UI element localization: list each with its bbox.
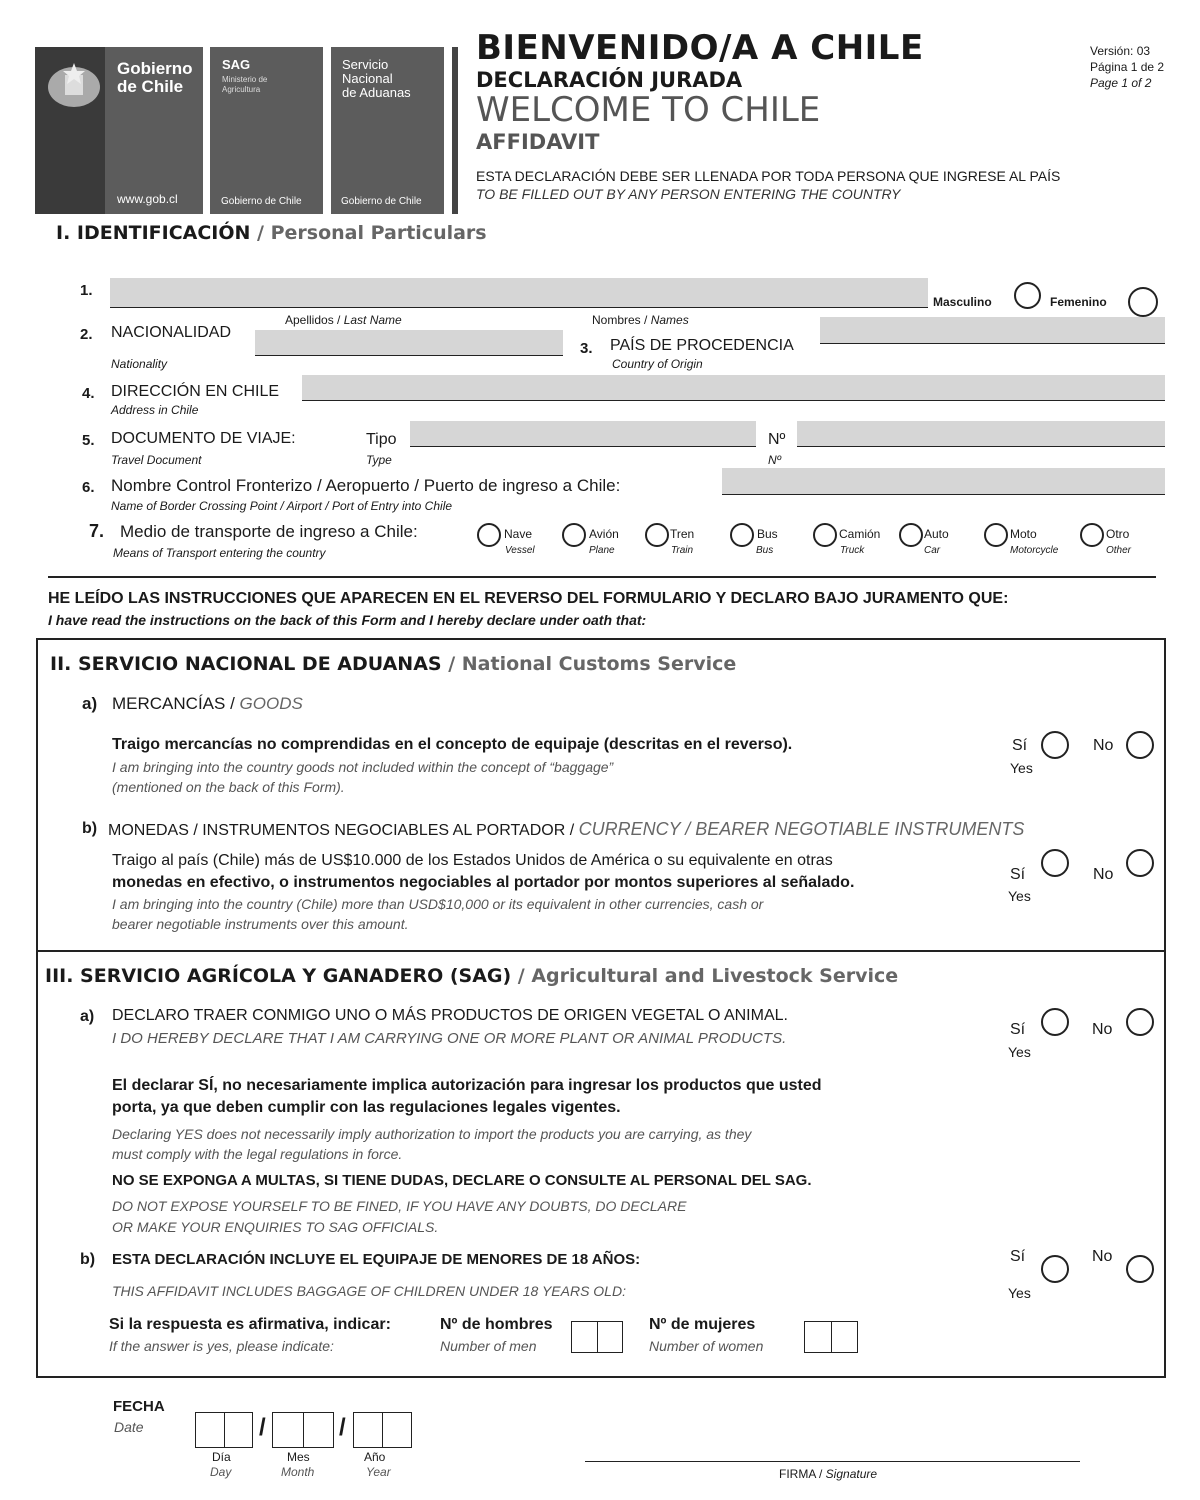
section1-title-en: / Personal Particulars [250,222,487,244]
s3-a-no-label: No [1092,1021,1113,1038]
s3-men-label: Nº de hombres [440,1316,553,1333]
s2-a-yes-radio[interactable] [1041,731,1069,759]
date-slash-1: / [259,1414,266,1441]
s2-b-yes-radio[interactable] [1041,849,1069,877]
doc-type-input[interactable] [410,421,756,447]
s3-b-yes-radio[interactable] [1041,1255,1069,1283]
names-label: Nombres / Names [592,313,689,327]
transport-bus-label-en: Bus [756,545,774,556]
date-label-en: Date [114,1419,144,1435]
adu-line1: Servicio [342,57,389,72]
s3-b-text-es: ESTA DECLARACIÓN INCLUYE EL EQUIPAJE DE MENORES DE 18 AÑOS: [112,1251,641,1268]
origin-input[interactable] [820,317,1165,344]
travel-doc-label: DOCUMENTO DE VIAJE: [111,430,296,447]
field2-number: 2. [80,326,93,343]
date-slash-2: / [339,1414,346,1441]
adu-line3: de Aduanas [342,85,411,100]
section2-title [50,653,736,675]
s3-b-no-label: No [1092,1248,1113,1265]
title-en: WELCOME TO CHILE [476,90,821,130]
transport-bus-label: Bus [757,527,778,541]
s3-a-yes-radio[interactable] [1041,1008,1069,1036]
doc-type-label: Tipo [366,431,397,448]
transport-truck-label-en: Truck [840,545,865,556]
transport-vessel-label: Nave [504,527,533,541]
transport-radio-motorcycle[interactable] [984,523,1008,547]
month-label-en: Month [281,1465,315,1479]
section3-title [45,965,898,987]
subtitle-en: AFFIDAVIT [476,130,600,154]
signature-label: FIRMA / Signature [779,1467,878,1481]
transport-other-label: Otro [1106,527,1130,541]
transport-motorcycle-label-en: Motorcycle [1010,545,1059,556]
gob-url: www.gob.cl [117,192,178,206]
s2-a-title: MERCANCÍAS / GOODS [112,694,303,713]
sag-sub2: Agricultura [222,85,261,94]
transport-plane-label-en: Plane [589,545,615,556]
transport-radio-plane[interactable] [562,523,586,547]
s3-b-yes-label: Sí [1010,1248,1026,1265]
s2-b-text-es2: monedas en efectivo, o instrumentos negociables al portador por montos superiores al señalado. [112,874,855,891]
year-label-en: Year [366,1465,391,1479]
header-divider [452,47,458,214]
transport-radio-vessel[interactable] [477,523,501,547]
section2-title-en: / National Customs Service [441,653,737,675]
s3-note-es1: El declarar SÍ, no necesariamente implica autorización para ingresar los productos que usted [112,1077,822,1094]
logo-gobierno [35,47,203,214]
coat-of-arms-icon [39,57,109,112]
travel-doc-label-en: Travel Document [111,453,202,467]
s2-b-yes-label: Sí [1010,866,1026,883]
s2-a-yes-label-en: Yes [1010,760,1033,776]
s3-a-yes-label-en: Yes [1008,1044,1031,1060]
transport-car-label-en: Car [924,545,941,556]
male-label: Masculino [933,295,992,309]
section1-divider [48,576,1156,578]
section2-title-es: II. SERVICIO NACIONAL DE ADUANAS [50,653,442,675]
version: Versión: 03 [1090,44,1151,58]
s3-a-text-es: DECLARO TRAER CONMIGO UNO O MÁS PRODUCTOS DE ORIGEN VEGETAL O ANIMAL. [112,1007,788,1024]
s3-a-letter: a) [80,1008,95,1025]
s3-b-yes-label-en: Yes [1008,1285,1031,1301]
date-month-input[interactable] [272,1412,334,1448]
s2-a-letter: a) [82,694,98,713]
page-es: Página 1 de 2 [1090,60,1165,74]
border-label: Nombre Control Fronterizo / Aeropuerto / Puerto de ingreso a Chile: [111,476,621,495]
oath-es: HE LEÍDO LAS INSTRUCCIONES QUE APARECEN EN EL REVERSO DEL FORMULARIO Y DECLARO BAJO JURAMENTO QUE: [48,590,1009,607]
men-count-input[interactable] [571,1321,623,1353]
s2-a-text-en1: I am bringing into the country goods not included within the concept of “baggage” [112,759,614,775]
lastname-label: Apellidos / Last Name [285,313,402,327]
sag-sub1: Ministerio de [222,75,268,84]
origin-label-en: Country of Origin [612,357,703,371]
transport-truck-label: Camión [839,527,881,541]
doc-number-label: Nº [768,431,786,448]
subtitle-es: DECLARACIÓN JURADA [476,68,743,92]
s2-b-text-es1: Traigo al país (Chile) más de US$10.000 de los Estados Unidos de América o su equivalente en otras [112,852,833,869]
transport-other-label-en: Other [1106,545,1132,556]
border-input[interactable] [722,468,1165,495]
s3-b-text-en: THIS AFFIDAVIT INCLUDES BAGGAGE OF CHILDREN UNDER 18 YEARS OLD: [112,1283,626,1299]
doc-number-input[interactable] [797,421,1165,447]
gob-name-line2: de Chile [117,77,184,96]
address-label-en: Address in Chile [111,403,199,417]
s3-warn-en1: DO NOT EXPOSE YOURSELF TO BE FINED, IF YOU HAVE ANY DOUBTS, DO DECLARE [112,1198,687,1214]
notice-es: ESTA DECLARACIÓN DEBE SER LLENADA POR TODA PERSONA QUE INGRESE AL PAÍS [476,168,1061,184]
adu-line2: Nacional [342,71,393,86]
transport-radio-other[interactable] [1080,523,1104,547]
s2-a-text-en2: (mentioned on the back of this Form). [112,779,345,795]
date-label: FECHA [113,1398,165,1415]
signature-line[interactable] [585,1444,1080,1462]
nationality-label-en: Nationality [111,357,168,371]
day-label-en: Day [210,1465,232,1479]
s3-note-en1: Declaring YES does not necessarily imply authorization to import the products you are carrying, as they [112,1126,752,1142]
field7-number: 7. [89,521,105,541]
section3-title-es: III. SERVICIO AGRÍCOLA Y GANADERO (SAG) [45,965,512,987]
logo-aduanas [331,47,444,214]
field1-number: 1. [80,282,93,299]
transport-vessel-label-en: Vessel [505,545,535,556]
s2-b-letter: b) [82,820,98,837]
section3-title-en: / Agricultural and Livestock Service [511,965,899,987]
s2-a-yes-label: Sí [1012,737,1028,754]
s2-b-text-en2: bearer negotiable instruments over this amount. [112,916,409,932]
transport-train-label-en: Train [671,545,694,556]
female-radio[interactable] [1128,287,1158,317]
doc-type-label-en: Type [366,453,392,467]
s3-ifyes-es: Si la respuesta es afirmativa, indicar: [109,1316,391,1333]
s3-women-label-en: Number of women [649,1338,764,1354]
transport-radio-train[interactable] [645,523,669,547]
date-day-input[interactable] [195,1412,253,1448]
day-label: Día [212,1450,231,1464]
transport-radio-bus[interactable] [730,523,754,547]
oath-en: I have read the instructions on the back of this Form and I hereby declare under oath that: [48,612,647,628]
nationality-input[interactable] [255,330,563,356]
s2-b-yes-label-en: Yes [1008,888,1031,904]
adu-footer: Gobierno de Chile [341,196,422,207]
s3-b-no-radio[interactable] [1126,1255,1154,1283]
notice-en: TO BE FILLED OUT BY ANY PERSON ENTERING THE COUNTRY [476,186,901,202]
sag-footer: Gobierno de Chile [221,196,302,207]
s2-b-text-en1: I am bringing into the country (Chile) more than USD$10,000 or its equivalent in other currencies, cash or [112,896,764,912]
s2-a-no-label: No [1093,737,1114,754]
s2-b-no-radio[interactable] [1126,849,1154,877]
gob-name-line1: Gobierno [117,59,193,78]
section1-title-es: I. IDENTIFICACIÓN [56,222,251,244]
transport-label-en: Means of Transport entering the country [113,546,326,560]
field4-number: 4. [82,385,95,402]
field5-number: 5. [82,432,95,449]
transport-motorcycle-label: Moto [1010,527,1037,541]
address-label: DIRECCIÓN EN CHILE [111,383,280,400]
field6-number: 6. [82,479,95,496]
transport-plane-label: Avión [589,527,619,541]
s3-b-letter: b) [80,1251,96,1268]
female-label: Femenino [1050,295,1107,309]
s3-warn-en2: OR MAKE YOUR ENQUIRIES TO SAG OFFICIALS. [112,1219,439,1235]
male-radio[interactable] [1014,282,1041,309]
month-label: Mes [287,1450,310,1464]
origin-label: PAÍS DE PROCEDENCIA [610,337,794,354]
s2-a-no-radio[interactable] [1126,731,1154,759]
s3-ifyes-en: If the answer is yes, please indicate: [109,1338,334,1354]
s3-note-es2: porta, ya que deben cumplir con las regulaciones legales vigentes. [112,1099,621,1116]
transport-radio-car[interactable] [899,523,923,547]
field3-number: 3. [580,340,593,357]
s3-note-en2: must comply with the legal regulations in force. [112,1146,403,1162]
s3-warn-es: NO SE EXPONGA A MULTAS, SI TIENE DUDAS, DECLARE O CONSULTE AL PERSONAL DEL SAG. [112,1172,812,1189]
section1-title [56,222,487,244]
year-label: Año [364,1450,386,1464]
s3-a-text-en: I DO HEREBY DECLARE THAT I AM CARRYING ONE OR MORE PLANT OR ANIMAL PRODUCTS. [112,1030,787,1047]
address-input[interactable] [302,375,1165,401]
title-es: BIENVENIDO/A A CHILE [476,28,924,68]
s2-a-text-es: Traigo mercancías no comprendidas en el concepto de equipaje (descritas en el reverso). [112,736,793,753]
women-count-input[interactable] [804,1321,858,1353]
transport-radio-truck[interactable] [813,523,837,547]
s3-a-yes-label: Sí [1010,1021,1026,1038]
s3-men-label-en: Number of men [440,1338,537,1354]
transport-train-label: Tren [670,527,695,541]
name-input[interactable] [110,278,928,308]
page-en: Page 1 of 2 [1090,76,1152,90]
border-label-en: Name of Border Crossing Point / Airport / Port of Entry into Chile [111,499,453,513]
s3-a-no-radio[interactable] [1126,1008,1154,1036]
date-year-input[interactable] [353,1412,412,1448]
transport-car-label: Auto [924,527,949,541]
transport-label: Medio de transporte de ingreso a Chile: [120,522,418,541]
doc-number-label-en: Nº [768,453,782,467]
s2-b-no-label: No [1093,866,1114,883]
nationality-label: NACIONALIDAD [111,324,232,341]
s2-b-title: MONEDAS / INSTRUMENTOS NEGOCIABLES AL PORTADOR / CURRENCY / BEARER NEGOTIABLE INSTRUMENTS [108,819,1025,839]
s3-women-label: Nº de mujeres [649,1316,756,1333]
logo-sag [210,47,323,214]
sag-title: SAG [222,57,251,72]
